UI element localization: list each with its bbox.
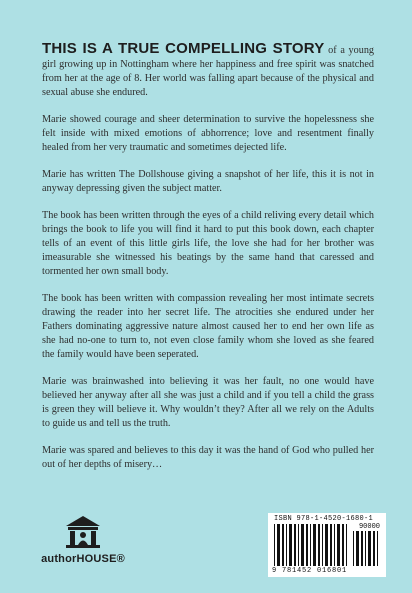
barcode-bar	[286, 524, 287, 566]
barcode-bar	[368, 531, 371, 566]
barcode-bar	[353, 531, 354, 566]
paragraph-1-text: of a young girl growing up in Nottingham where her happiness and free spirit was snatched from her at the age of 8. Her world was falling apart because of the physical and sexual abuse she endured.	[42, 45, 375, 98]
authorhouse-logo-icon	[62, 514, 104, 550]
paragraph-7: Marie was spared and believes to this day it was the hand of God who pulled her out of her depths of misery…	[42, 445, 374, 470]
barcode-addon-bars	[353, 531, 380, 566]
paragraph-4: The book has been written through the eyes of a child reliving every detail which brings the book to life you will find it hard to put this book down, each chapter tells of an event of this little girls life, the love she had for her brother was imeasurable she witnessed his beatings by the same hand that caressed and tormented her own small body.	[42, 210, 374, 277]
barcode-bar	[313, 524, 316, 566]
barcode-bar	[318, 524, 320, 566]
barcode-bar	[356, 531, 359, 566]
isbn-barcode	[268, 513, 386, 577]
paragraph-5: The book has been written with compassion revealing her most intimate secrets drawing the reader into her secret life. The atrocities she endured under her Fathers dominating aggressive nature almost caused her to end her own life as she had no-one to turn to, not even close family whom she loved as she feared the family would have been seperated.	[42, 293, 374, 360]
barcode-bar	[342, 524, 344, 566]
barcode-digits: 9 781452 016801	[272, 567, 348, 575]
publisher-logo	[38, 514, 128, 574]
barcode-bar	[274, 524, 275, 566]
lead-heading: THIS IS A TRUE COMPELLING STORY	[42, 40, 325, 57]
barcode-bars	[274, 524, 350, 566]
paragraph-1	[42, 42, 374, 100]
barcode-bar	[310, 524, 311, 566]
barcode-bar	[373, 531, 375, 566]
barcode-bar	[377, 531, 378, 566]
barcode-bar	[298, 524, 299, 566]
barcode-bar	[277, 524, 280, 566]
blurb-text	[42, 42, 374, 485]
barcode-bar	[301, 524, 304, 566]
barcode-bar	[346, 524, 347, 566]
barcode-bar	[361, 531, 363, 566]
barcode-bar	[322, 524, 323, 566]
barcode-bar	[365, 531, 366, 566]
paragraph-2: Marie showed courage and sheer determination to survive the hopelessness she felt inside with mixed emotions of abhorrence; love and resentment finally healed from her very traumatic and sometimes dejected life.	[42, 114, 374, 153]
barcode-bar	[289, 524, 292, 566]
barcode-bar	[334, 524, 335, 566]
barcode-bar	[325, 524, 328, 566]
barcode-bar	[330, 524, 332, 566]
publisher-name: authorHOUSE®	[41, 553, 125, 565]
barcode-bar	[294, 524, 296, 566]
barcode-bar	[282, 524, 284, 566]
barcode-bar	[306, 524, 308, 566]
barcode-bar	[337, 524, 340, 566]
paragraph-3: Marie has written The Dollshouse giving a snapshot of her life, this it is not in anyway depressing given the subject matter.	[42, 169, 374, 194]
isbn-number: ISBN 978-1-4520-1680-1	[274, 515, 374, 523]
paragraph-6: Marie was brainwashed into believing it was her fault, no one would have believed her anyway after all she was just a child and if you tell a child the grass is green they will believe it. Why wouldn’t they? After all we rely on the Adults to guide us and tell us the truth.	[42, 376, 374, 429]
price-code: 90000	[358, 523, 380, 531]
